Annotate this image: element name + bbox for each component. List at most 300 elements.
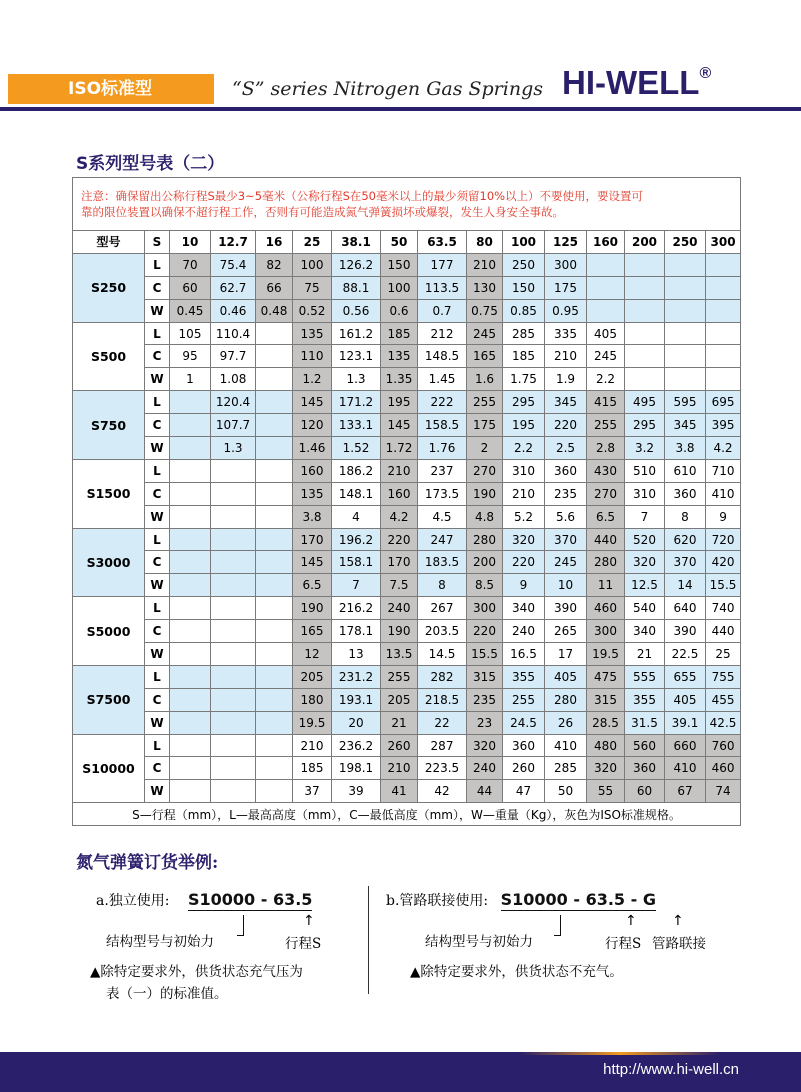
value-cell bbox=[170, 757, 211, 780]
value-cell: 390 bbox=[665, 620, 706, 643]
value-cell bbox=[256, 757, 293, 780]
stroke-arrow-a: ↑ bbox=[303, 913, 315, 929]
value-cell: 185 bbox=[503, 345, 545, 368]
value-cell: 315 bbox=[587, 688, 625, 711]
value-cell: 320 bbox=[467, 734, 503, 757]
example-b-code bbox=[501, 890, 656, 911]
value-cell: 177 bbox=[418, 253, 467, 276]
value-cell: 212 bbox=[418, 322, 467, 345]
category-tag: ISO标准型 bbox=[8, 74, 214, 104]
value-cell: 345 bbox=[665, 414, 706, 437]
model-hook-a bbox=[237, 915, 244, 936]
value-cell bbox=[170, 620, 211, 643]
value-cell: 66 bbox=[256, 276, 293, 299]
table-row bbox=[73, 345, 741, 368]
value-cell: 198.1 bbox=[332, 757, 381, 780]
table-row bbox=[73, 437, 741, 460]
value-cell: 287 bbox=[418, 734, 467, 757]
value-cell: 360 bbox=[545, 459, 587, 482]
value-cell bbox=[706, 276, 741, 299]
table-row bbox=[73, 482, 741, 505]
value-cell: 7.5 bbox=[381, 574, 418, 597]
header-divider bbox=[0, 107, 801, 111]
value-cell: 270 bbox=[587, 482, 625, 505]
value-cell: 218.5 bbox=[418, 688, 467, 711]
value-cell: 255 bbox=[587, 414, 625, 437]
value-cell: 44 bbox=[467, 780, 503, 803]
header-stroke: 25 bbox=[293, 231, 332, 254]
value-cell: 280 bbox=[467, 528, 503, 551]
value-cell bbox=[706, 345, 741, 368]
value-cell: 88.1 bbox=[332, 276, 381, 299]
example-b-suffix: G bbox=[642, 890, 656, 909]
value-cell: 1.76 bbox=[418, 437, 467, 460]
value-cell: 210 bbox=[545, 345, 587, 368]
table-row bbox=[73, 551, 741, 574]
value-cell: 240 bbox=[467, 757, 503, 780]
value-cell: 1.3 bbox=[211, 437, 256, 460]
value-cell: 13 bbox=[332, 643, 381, 666]
table-row bbox=[73, 505, 741, 528]
value-cell: 14.5 bbox=[418, 643, 467, 666]
example-b-desc-model: 结构型号与初始力 bbox=[425, 934, 533, 950]
value-cell: 755 bbox=[706, 665, 741, 688]
value-cell bbox=[256, 620, 293, 643]
value-cell: 145 bbox=[293, 391, 332, 414]
example-divider bbox=[368, 886, 369, 994]
value-cell bbox=[706, 322, 741, 345]
value-cell: 22.5 bbox=[665, 643, 706, 666]
header-s: S bbox=[145, 231, 170, 254]
value-cell: 360 bbox=[625, 757, 665, 780]
value-cell: 60 bbox=[170, 276, 211, 299]
value-cell bbox=[256, 322, 293, 345]
table-row bbox=[73, 528, 741, 551]
value-cell bbox=[256, 345, 293, 368]
value-cell: 640 bbox=[665, 597, 706, 620]
value-cell: 160 bbox=[381, 482, 418, 505]
value-cell: 8 bbox=[418, 574, 467, 597]
value-cell: 440 bbox=[706, 620, 741, 643]
value-cell bbox=[256, 711, 293, 734]
table-legend: S—行程（mm），L—最高高度（mm），C—最低高度（mm），W—重量（Kg），灰色为ISO标准规格。 bbox=[73, 803, 741, 826]
value-cell: 320 bbox=[587, 757, 625, 780]
model-cell: S1500 bbox=[73, 459, 145, 528]
value-cell bbox=[170, 643, 211, 666]
table-row bbox=[73, 643, 741, 666]
value-cell: 210 bbox=[293, 734, 332, 757]
value-cell: 1.52 bbox=[332, 437, 381, 460]
example-b-stroke: 63.5 bbox=[585, 890, 626, 909]
value-cell: 240 bbox=[381, 597, 418, 620]
value-cell: 2 bbox=[467, 437, 503, 460]
header-stroke: 50 bbox=[381, 231, 418, 254]
table-row bbox=[73, 734, 741, 757]
value-cell: 100 bbox=[381, 276, 418, 299]
example-b-sep: - bbox=[567, 890, 586, 909]
value-cell: 205 bbox=[381, 688, 418, 711]
param-cell: L bbox=[145, 459, 170, 482]
value-cell bbox=[625, 345, 665, 368]
value-cell bbox=[256, 391, 293, 414]
example-a-desc-stroke: 行程S bbox=[285, 936, 322, 952]
value-cell: 475 bbox=[587, 665, 625, 688]
value-cell: 203.5 bbox=[418, 620, 467, 643]
value-cell: 320 bbox=[625, 551, 665, 574]
value-cell: 335 bbox=[545, 322, 587, 345]
model-hook-b bbox=[554, 915, 561, 936]
value-cell: 3.8 bbox=[665, 437, 706, 460]
header-stroke: 125 bbox=[545, 231, 587, 254]
value-cell: 170 bbox=[381, 551, 418, 574]
value-cell: 1.46 bbox=[293, 437, 332, 460]
value-cell: 8 bbox=[665, 505, 706, 528]
value-cell: 255 bbox=[467, 391, 503, 414]
value-cell: 6.5 bbox=[293, 574, 332, 597]
value-cell bbox=[211, 574, 256, 597]
value-cell bbox=[587, 299, 625, 322]
value-cell bbox=[256, 643, 293, 666]
value-cell bbox=[170, 711, 211, 734]
value-cell: 0.75 bbox=[467, 299, 503, 322]
example-a-sep: - bbox=[255, 890, 273, 909]
table-row bbox=[73, 757, 741, 780]
value-cell: 1.08 bbox=[211, 368, 256, 391]
page-header bbox=[0, 0, 801, 125]
value-cell: 24.5 bbox=[503, 711, 545, 734]
value-cell: 222 bbox=[418, 391, 467, 414]
value-cell: 355 bbox=[625, 688, 665, 711]
example-b-desc-suffix: 管路联接 bbox=[652, 936, 706, 952]
header-stroke: 10 bbox=[170, 231, 211, 254]
value-cell: 23 bbox=[467, 711, 503, 734]
value-cell: 14 bbox=[665, 574, 706, 597]
value-cell: 120 bbox=[293, 414, 332, 437]
value-cell bbox=[256, 368, 293, 391]
model-cell: S750 bbox=[73, 391, 145, 460]
value-cell: 196.2 bbox=[332, 528, 381, 551]
param-cell: L bbox=[145, 391, 170, 414]
header-stroke: 16 bbox=[256, 231, 293, 254]
value-cell: 720 bbox=[706, 528, 741, 551]
param-cell: L bbox=[145, 665, 170, 688]
value-cell: 175 bbox=[467, 414, 503, 437]
value-cell: 50 bbox=[545, 780, 587, 803]
value-cell bbox=[256, 688, 293, 711]
value-cell: 165 bbox=[293, 620, 332, 643]
value-cell bbox=[170, 551, 211, 574]
table-row bbox=[73, 459, 741, 482]
value-cell: 190 bbox=[381, 620, 418, 643]
value-cell: 6.5 bbox=[587, 505, 625, 528]
value-cell: 186.2 bbox=[332, 459, 381, 482]
model-cell: S250 bbox=[73, 253, 145, 322]
warning-note-line2: 靠的限位装置以确保不超行程工作，否则有可能造成氮气弹簧损坏或爆裂，发生人身安全事故。 bbox=[81, 205, 564, 219]
param-cell: C bbox=[145, 276, 170, 299]
value-cell: 430 bbox=[587, 459, 625, 482]
value-cell: 300 bbox=[467, 597, 503, 620]
param-cell: W bbox=[145, 505, 170, 528]
value-cell: 9 bbox=[503, 574, 545, 597]
value-cell: 255 bbox=[381, 665, 418, 688]
value-cell bbox=[211, 780, 256, 803]
table-row bbox=[73, 711, 741, 734]
value-cell bbox=[211, 757, 256, 780]
value-cell: 415 bbox=[587, 391, 625, 414]
value-cell: 595 bbox=[665, 391, 706, 414]
value-cell: 113.5 bbox=[418, 276, 467, 299]
value-cell: 150 bbox=[381, 253, 418, 276]
value-cell: 39 bbox=[332, 780, 381, 803]
value-cell: 19.5 bbox=[587, 643, 625, 666]
value-cell: 220 bbox=[545, 414, 587, 437]
value-cell bbox=[170, 505, 211, 528]
value-cell: 370 bbox=[545, 528, 587, 551]
order-example-title: 氮气弹簧订货举例: bbox=[76, 853, 219, 873]
param-cell: C bbox=[145, 757, 170, 780]
value-cell: 195 bbox=[381, 391, 418, 414]
value-cell: 360 bbox=[665, 482, 706, 505]
value-cell: 220 bbox=[503, 551, 545, 574]
value-cell: 265 bbox=[545, 620, 587, 643]
value-cell: 240 bbox=[503, 620, 545, 643]
website-link[interactable]: http://www.hi-well.cn bbox=[603, 1061, 739, 1078]
value-cell: 0.48 bbox=[256, 299, 293, 322]
value-cell: 75.4 bbox=[211, 253, 256, 276]
example-a-line bbox=[96, 890, 312, 910]
value-cell: 655 bbox=[665, 665, 706, 688]
value-cell bbox=[170, 437, 211, 460]
value-cell: 105 bbox=[170, 322, 211, 345]
value-cell: 560 bbox=[625, 734, 665, 757]
value-cell bbox=[706, 299, 741, 322]
value-cell: 220 bbox=[381, 528, 418, 551]
table-row bbox=[73, 620, 741, 643]
value-cell: 12 bbox=[293, 643, 332, 666]
value-cell: 320 bbox=[503, 528, 545, 551]
value-cell: 165 bbox=[467, 345, 503, 368]
value-cell: 480 bbox=[587, 734, 625, 757]
value-cell bbox=[170, 734, 211, 757]
footer-accent bbox=[520, 1052, 720, 1055]
value-cell bbox=[256, 665, 293, 688]
value-cell: 160 bbox=[293, 459, 332, 482]
value-cell bbox=[256, 734, 293, 757]
value-cell: 28.5 bbox=[587, 711, 625, 734]
value-cell: 55 bbox=[587, 780, 625, 803]
value-cell: 245 bbox=[467, 322, 503, 345]
value-cell bbox=[256, 551, 293, 574]
value-cell bbox=[256, 528, 293, 551]
value-cell bbox=[211, 459, 256, 482]
value-cell: 237 bbox=[418, 459, 467, 482]
header-model: 型号 bbox=[73, 231, 145, 254]
table-row bbox=[73, 688, 741, 711]
table-row bbox=[73, 253, 741, 276]
section-title: S系列型号表（二） bbox=[76, 154, 225, 174]
value-cell: 390 bbox=[545, 597, 587, 620]
brand-logo bbox=[562, 64, 711, 102]
value-cell: 26 bbox=[545, 711, 587, 734]
value-cell: 178.1 bbox=[332, 620, 381, 643]
value-cell: 170 bbox=[293, 528, 332, 551]
param-cell: C bbox=[145, 620, 170, 643]
value-cell bbox=[665, 345, 706, 368]
value-cell: 5.2 bbox=[503, 505, 545, 528]
value-cell: 410 bbox=[665, 757, 706, 780]
model-cell: S5000 bbox=[73, 597, 145, 666]
value-cell: 0.95 bbox=[545, 299, 587, 322]
value-cell bbox=[625, 299, 665, 322]
value-cell: 200 bbox=[467, 551, 503, 574]
value-cell: 133.1 bbox=[332, 414, 381, 437]
header-stroke: 300 bbox=[706, 231, 741, 254]
value-cell: 74 bbox=[706, 780, 741, 803]
model-cell: S500 bbox=[73, 322, 145, 391]
value-cell: 4.2 bbox=[706, 437, 741, 460]
param-cell: W bbox=[145, 643, 170, 666]
value-cell: 70 bbox=[170, 253, 211, 276]
value-cell: 1.6 bbox=[467, 368, 503, 391]
header-stroke: 38.1 bbox=[332, 231, 381, 254]
header-stroke: 200 bbox=[625, 231, 665, 254]
page-footer bbox=[0, 1052, 801, 1092]
value-cell: 8.5 bbox=[467, 574, 503, 597]
warning-note-line1: 注意：确保留出公称行程S最少3~5毫米（公称行程S在50毫米以上的最少须留10%以上）不要使用，要设置可 bbox=[81, 189, 644, 203]
value-cell: 171.2 bbox=[332, 391, 381, 414]
param-cell: L bbox=[145, 253, 170, 276]
value-cell bbox=[706, 368, 741, 391]
value-cell: 5.6 bbox=[545, 505, 587, 528]
value-cell: 340 bbox=[625, 620, 665, 643]
header-stroke: 80 bbox=[467, 231, 503, 254]
value-cell bbox=[256, 482, 293, 505]
table-row bbox=[73, 299, 741, 322]
table-row bbox=[73, 414, 741, 437]
value-cell: 110.4 bbox=[211, 322, 256, 345]
value-cell: 183.5 bbox=[418, 551, 467, 574]
value-cell: 4.2 bbox=[381, 505, 418, 528]
value-cell bbox=[170, 597, 211, 620]
value-cell: 4 bbox=[332, 505, 381, 528]
value-cell: 231.2 bbox=[332, 665, 381, 688]
value-cell bbox=[625, 276, 665, 299]
value-cell: 1.72 bbox=[381, 437, 418, 460]
value-cell: 39.1 bbox=[665, 711, 706, 734]
value-cell bbox=[211, 643, 256, 666]
header-stroke: 12.7 bbox=[211, 231, 256, 254]
value-cell: 210 bbox=[467, 253, 503, 276]
value-cell: 216.2 bbox=[332, 597, 381, 620]
value-cell bbox=[170, 780, 211, 803]
value-cell: 31.5 bbox=[625, 711, 665, 734]
example-b-remark: ▲除特定要求外，供货状态不充气。 bbox=[410, 964, 623, 980]
value-cell: 67 bbox=[665, 780, 706, 803]
value-cell bbox=[211, 505, 256, 528]
header-stroke: 160 bbox=[587, 231, 625, 254]
value-cell: 205 bbox=[293, 665, 332, 688]
value-cell: 370 bbox=[665, 551, 706, 574]
value-cell: 4.5 bbox=[418, 505, 467, 528]
table-row bbox=[73, 368, 741, 391]
table-row bbox=[73, 322, 741, 345]
value-cell bbox=[625, 322, 665, 345]
value-cell bbox=[170, 688, 211, 711]
value-cell bbox=[256, 574, 293, 597]
value-cell: 97.7 bbox=[211, 345, 256, 368]
value-cell: 185 bbox=[381, 322, 418, 345]
param-cell: L bbox=[145, 597, 170, 620]
value-cell: 510 bbox=[625, 459, 665, 482]
example-b-label: b.管路联接使用: bbox=[386, 893, 489, 909]
table-row bbox=[73, 780, 741, 803]
value-cell: 13.5 bbox=[381, 643, 418, 666]
value-cell: 41 bbox=[381, 780, 418, 803]
value-cell: 710 bbox=[706, 459, 741, 482]
model-cell: S7500 bbox=[73, 665, 145, 734]
value-cell: 0.56 bbox=[332, 299, 381, 322]
example-a-desc-model: 结构型号与初始力 bbox=[106, 934, 214, 950]
value-cell: 235 bbox=[545, 482, 587, 505]
value-cell: 135 bbox=[381, 345, 418, 368]
value-cell: 3.2 bbox=[625, 437, 665, 460]
value-cell: 4.8 bbox=[467, 505, 503, 528]
value-cell: 193.1 bbox=[332, 688, 381, 711]
value-cell: 210 bbox=[381, 757, 418, 780]
value-cell: 410 bbox=[706, 482, 741, 505]
value-cell: 20 bbox=[332, 711, 381, 734]
value-cell bbox=[170, 528, 211, 551]
param-cell: W bbox=[145, 711, 170, 734]
value-cell: 158.5 bbox=[418, 414, 467, 437]
param-cell: W bbox=[145, 780, 170, 803]
value-cell bbox=[256, 780, 293, 803]
value-cell bbox=[665, 299, 706, 322]
param-cell: W bbox=[145, 368, 170, 391]
value-cell bbox=[211, 551, 256, 574]
value-cell: 11 bbox=[587, 574, 625, 597]
value-cell: 620 bbox=[665, 528, 706, 551]
value-cell: 135 bbox=[293, 482, 332, 505]
spec-table-container bbox=[72, 177, 740, 826]
param-cell: C bbox=[145, 551, 170, 574]
value-cell bbox=[170, 391, 211, 414]
value-cell: 220 bbox=[467, 620, 503, 643]
spec-table-body bbox=[73, 178, 741, 826]
value-cell: 10 bbox=[545, 574, 587, 597]
value-cell: 75 bbox=[293, 276, 332, 299]
value-cell bbox=[706, 253, 741, 276]
param-cell: L bbox=[145, 528, 170, 551]
value-cell bbox=[256, 505, 293, 528]
value-cell: 107.7 bbox=[211, 414, 256, 437]
table-row bbox=[73, 665, 741, 688]
value-cell bbox=[256, 437, 293, 460]
value-cell: 15.5 bbox=[467, 643, 503, 666]
value-cell: 2.2 bbox=[587, 368, 625, 391]
value-cell: 740 bbox=[706, 597, 741, 620]
value-cell: 405 bbox=[665, 688, 706, 711]
value-cell: 16.5 bbox=[503, 643, 545, 666]
value-cell: 60 bbox=[625, 780, 665, 803]
value-cell: 285 bbox=[503, 322, 545, 345]
value-cell bbox=[170, 459, 211, 482]
value-cell: 2.5 bbox=[545, 437, 587, 460]
example-a-model: S10000 bbox=[187, 890, 256, 909]
value-cell: 210 bbox=[503, 482, 545, 505]
value-cell: 245 bbox=[545, 551, 587, 574]
value-cell: 495 bbox=[625, 391, 665, 414]
